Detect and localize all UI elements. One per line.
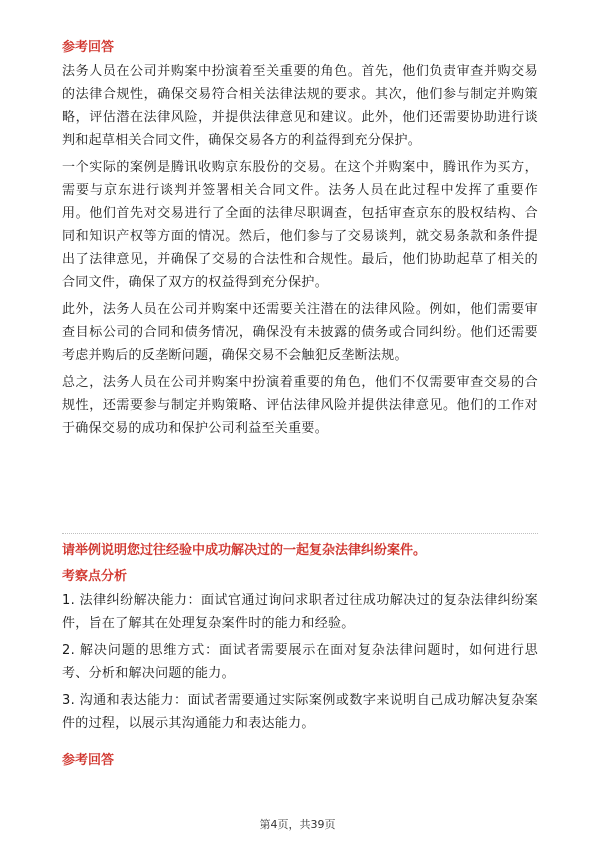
answer-section-1 [62,38,538,440]
answer-paragraph-4: 总之，法务人员在公司并购案中扮演着重要的角色，他们不仅需要审查交易的合规性，还需要参与制定并购策略、评估法律风险并提供法律意见。他们的工作对于确保交易的成功和保护公司利益至关重要。 [62,375,538,436]
analysis-heading: 考察点分析 [62,569,128,584]
question-heading: 请举例说明您过往经验中成功解决过的一起复杂法律纠纷案件。 [62,543,427,558]
answer-heading-2: 参考回答 [62,753,115,768]
answer-paragraph-2: 一个实际的案例是腾讯收购京东股份的交易。在这个并购案中，腾讯作为买方，需要与京东进行谈判并签署相关合同文件。法务人员在此过程中发挥了重要作用。他们首先对交易进行了全面的法律尽职调查，包括审查京东的股权结构、合同和知识产权等方面的情况。然后，他们参与了交易谈判，就交易条款和条件提出了法律意见，并确保了交易的合法性和合规性。最后，他们协助起草了相关的合同文件，确保了双方的权益得到充分保护。 [62,160,538,290]
answer-paragraph-1: 法务人员在公司并购案中扮演着至关重要的角色。首先，他们负责审查并购交易的法律合规性，确保交易符合相关法律法规的要求。其次，他们参与制定并购策略，评估潜在法律风险，并提供法律意见和建议。此外，他们还需要协助进行谈判和起草相关合同文件，确保交易各方的利益得到充分保护。 [62,64,538,148]
page-number: 第4页，共39页 [259,818,336,831]
analysis-point-1: 1. 法律纠纷解决能力：面试官通过询问求职者过往成功解决过的复杂法律纠纷案件，旨在了解其在处理复杂案件时的能力和经验。 [62,593,538,631]
answer-heading: 参考回答 [62,40,115,55]
answer-paragraph-3: 此外，法务人员在公司并购案中还需要关注潜在的法律风险。例如，他们需要审查目标公司的合同和债务情况，确保没有未披露的债务或合同纠纷。他们还需要考虑并购后的反垄断问题，确保交易不会触犯反垄断法规。 [62,302,538,363]
section-divider [62,533,538,534]
analysis-point-2: 2. 解决问题的思维方式：面试者需要展示在面对复杂法律问题时，如何进行思考、分析和解决问题的能力。 [62,643,538,681]
analysis-point-3: 3. 沟通和表达能力：面试者需要通过实际案例或数字来说明自己成功解决复杂案件的过程，以展示其沟通能力和表达能力。 [62,693,538,731]
question-section [62,541,538,771]
